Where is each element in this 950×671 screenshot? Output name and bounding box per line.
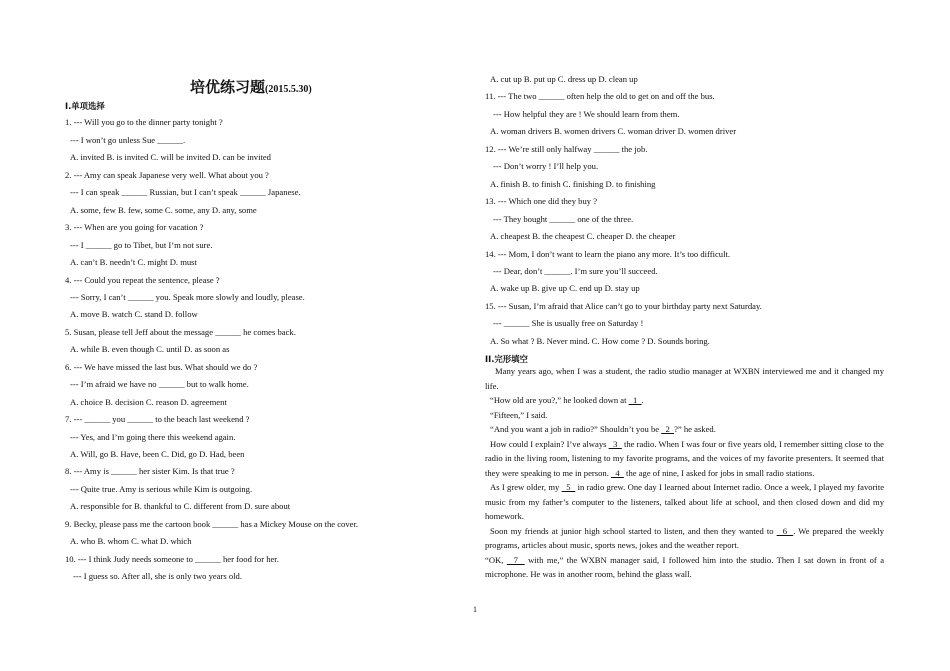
passage-paragraph: “How old are you?,” he looked down at 1 . (490, 395, 644, 405)
question-line: A. woman drivers B. women drivers C. woman driver D. women driver (490, 126, 737, 137)
question-line: --- I won’t go unless Sue ______. (70, 134, 186, 145)
passage-paragraph: “OK, 7 with me,” the WXBN manager said, I followed him into the studio. Then I sat down in front of a microphone. He was in another room, behind the glass wall. (485, 554, 885, 579)
question-line: A. choice B. decision C. reason D. agreement (70, 396, 227, 407)
passage-paragraph: “Fifteen,” I said. (490, 409, 548, 420)
passage-paragraph: How could I explain? I’ve always 3 the radio. When I was four or five years old, I remember sitting close to the radio in the living room, listening to my favorite programs, and the voices of my favorite presenters. It seemed that they were speaking to me in person. 4 the age of nine, I asked for jobs in small radio stations. (485, 438, 884, 478)
question-line: 13. --- Which one did they buy ? (485, 196, 598, 207)
question-line: 9. Becky, please pass me the cartoon book ______ has a Mickey Mouse on the cover. (65, 518, 358, 529)
question-line: 15. --- Susan, I’m afraid that Alice can’t go to your birthday party next Saturday. (485, 300, 762, 311)
question-line: A. finish B. to finish C. finishing D. to finishing (490, 178, 656, 189)
question-line: A. responsible for B. thankful to C. different from D. sure about (70, 501, 291, 512)
question-line: --- How helpful they are ! We should learn from them. (493, 108, 680, 119)
question-line: --- They bought ______ one of the three. (493, 213, 634, 224)
cloze-blank: 6 (776, 525, 794, 536)
question-line: 3. --- When are you going for vacation ? (65, 222, 204, 233)
left-column (65, 100, 455, 590)
question-line: A. invited B. is invited C. will be invited D. can be invited (70, 152, 271, 163)
passage-paragraph: As I grew older, my 5 in radio grew. One day I learned about Internet radio. Once a week, I played my favorite music from my father’s computer to the listeners, talked about life at school, and then closed down and did my homework. (485, 482, 885, 521)
question-line: 5. Susan, please tell Jeff about the message ______ he comes back. (65, 326, 296, 337)
question-line: 4. --- Could you repeat the sentence, please ? (65, 274, 220, 285)
question-line: --- I ______ go to Tibet, but I’m not sure. (70, 239, 213, 250)
cloze-blank: 2 (661, 424, 675, 434)
question-line: --- ______ She is usually free on Saturday ! (493, 318, 644, 329)
title-main: 培优练习题 (190, 78, 266, 96)
question-line: A. cut up B. put up C. dress up D. clean up (490, 74, 638, 84)
question-line: 10. --- I think Judy needs someone to ______ her food for her. (65, 553, 279, 564)
right-column (485, 74, 885, 364)
question-line: --- I guess so. After all, she is only two years old. (73, 571, 242, 582)
question-line: A. some, few B. few, some C. some, any D. any, some (70, 204, 257, 215)
question-line: --- Yes, and I’m going there this weekend again. (70, 431, 236, 442)
section-heading: II.完形填空 (485, 354, 528, 365)
cloze-blank: 7 (506, 554, 525, 565)
question-line: 11. --- The two ______ often help the old to get on and off the bus. (485, 91, 715, 102)
question-line: A. Will, go B. Have, been C. Did, go D. Had, been (70, 449, 245, 459)
page-title (190, 76, 350, 97)
question-line: A. while B. even though C. until D. as soon as (70, 344, 230, 355)
question-line: A. can’t B. needn’t C. might D. must (70, 257, 197, 268)
cloze-blank: 4 (611, 467, 624, 478)
question-line: 14. --- Mom, I don’t want to learn the piano any more. It’s too difficult. (485, 248, 731, 259)
question-line: --- I’m afraid we have no ______ but to walk home. (70, 379, 249, 390)
cloze-blank: 5 (561, 482, 576, 492)
passage-paragraph: Soon my friends at junior high school started to listen, and then they wanted to 6 . We prepared the weekly programs, articles about music, sports news, jokes and the weather report. (485, 525, 885, 550)
title-date: (2015.5.30) (265, 84, 312, 95)
passage-paragraph: “And you want a job in radio?” Shouldn’t you be 2 ?” he asked. (490, 424, 716, 434)
question-line: A. cheapest B. the cheapest C. cheaper D. the cheaper (490, 231, 676, 242)
cloze-blank: 1 (628, 395, 642, 405)
question-line: 12. --- We’re still only halfway ______ the job. (485, 143, 648, 154)
question-line: A. move B. watch C. stand D. follow (70, 309, 198, 320)
question-line: --- Don’t worry ! I’ll help you. (493, 161, 599, 172)
question-line: --- Sorry, I can’t ______ you. Speak more slowly and loudly, please. (70, 291, 305, 302)
passage-paragraph: Many years ago, when I was a student, the radio studio manager at WXBN interviewed me and it changed my life. (485, 366, 884, 391)
cloze-blank: 3 (608, 438, 622, 449)
cloze-passage (485, 364, 884, 582)
question-line: 2. --- Amy can speak Japanese very well. What about you ? (65, 169, 269, 180)
question-line: 1. --- Will you go to the dinner party tonight ? (65, 117, 223, 128)
question-line: --- Dear, don’t ______. I’m sure you’ll succeed. (493, 265, 658, 276)
question-line: --- Quite true. Amy is serious while Kim is outgoing. (70, 483, 253, 494)
section-heading: I.单项选择 (65, 101, 105, 111)
question-line: A. So what ? B. Never mind. C. How come ? D. Sounds boring. (490, 335, 710, 346)
question-line: A. who B. whom C. what D. which (70, 536, 192, 547)
question-line: 8. --- Amy is ______ her sister Kim. Is that true ? (65, 466, 235, 477)
question-line: 6. --- We have missed the last bus. What should we do ? (65, 361, 258, 372)
question-line: 7. --- ______ you ______ to the beach last weekend ? (65, 414, 250, 425)
question-line: A. wake up B. give up C. end up D. stay up (490, 283, 640, 294)
question-line: --- I can speak ______ Russian, but I can’t speak ______ Japanese. (70, 187, 301, 198)
page-number: 1 (473, 605, 477, 614)
